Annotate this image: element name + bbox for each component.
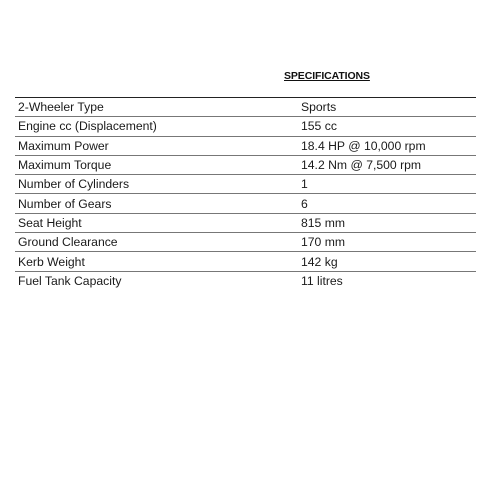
spec-label: Engine cc (Displacement) [18,119,157,134]
spec-row-cylinders [15,175,476,194]
spec-value: 1 [301,177,308,192]
spec-value: 170 mm [301,235,346,250]
specifications-heading: SPECIFICATIONS [284,70,370,82]
spec-row-maximum-power [15,136,476,155]
spec-row-gears [15,194,476,213]
spec-row-seat-height [15,213,476,232]
spec-label: Ground Clearance [18,235,118,250]
spec-label: Maximum Torque [18,158,112,173]
spec-value: 142 kg [301,254,338,269]
spec-label: Fuel Tank Capacity [18,273,122,288]
spec-value: 14.2 Nm @ 7,500 rpm [301,158,422,173]
spec-label: Number of Gears [18,196,112,211]
spec-value: 815 mm [301,215,346,230]
spec-row-fuel-tank [15,271,476,290]
spec-label: 2-Wheeler Type [18,100,104,115]
spec-value: Sports [301,100,337,115]
spec-value: 6 [301,196,308,211]
spec-label: Number of Cylinders [18,177,130,192]
spec-label: Seat Height [18,215,82,230]
spec-label: Maximum Power [18,138,109,153]
spec-row-engine-cc [15,117,476,136]
spec-row-maximum-torque [15,155,476,174]
spec-row-wheeler-type [15,98,476,117]
spec-label: Kerb Weight [18,254,85,269]
spec-value: 11 litres [301,273,343,288]
spec-value: 155 cc [301,119,337,134]
specifications-table [15,97,476,290]
spec-row-kerb-weight [15,252,476,271]
spec-value: 18.4 HP @ 10,000 rpm [301,138,426,153]
spec-row-ground-clearance [15,233,476,252]
